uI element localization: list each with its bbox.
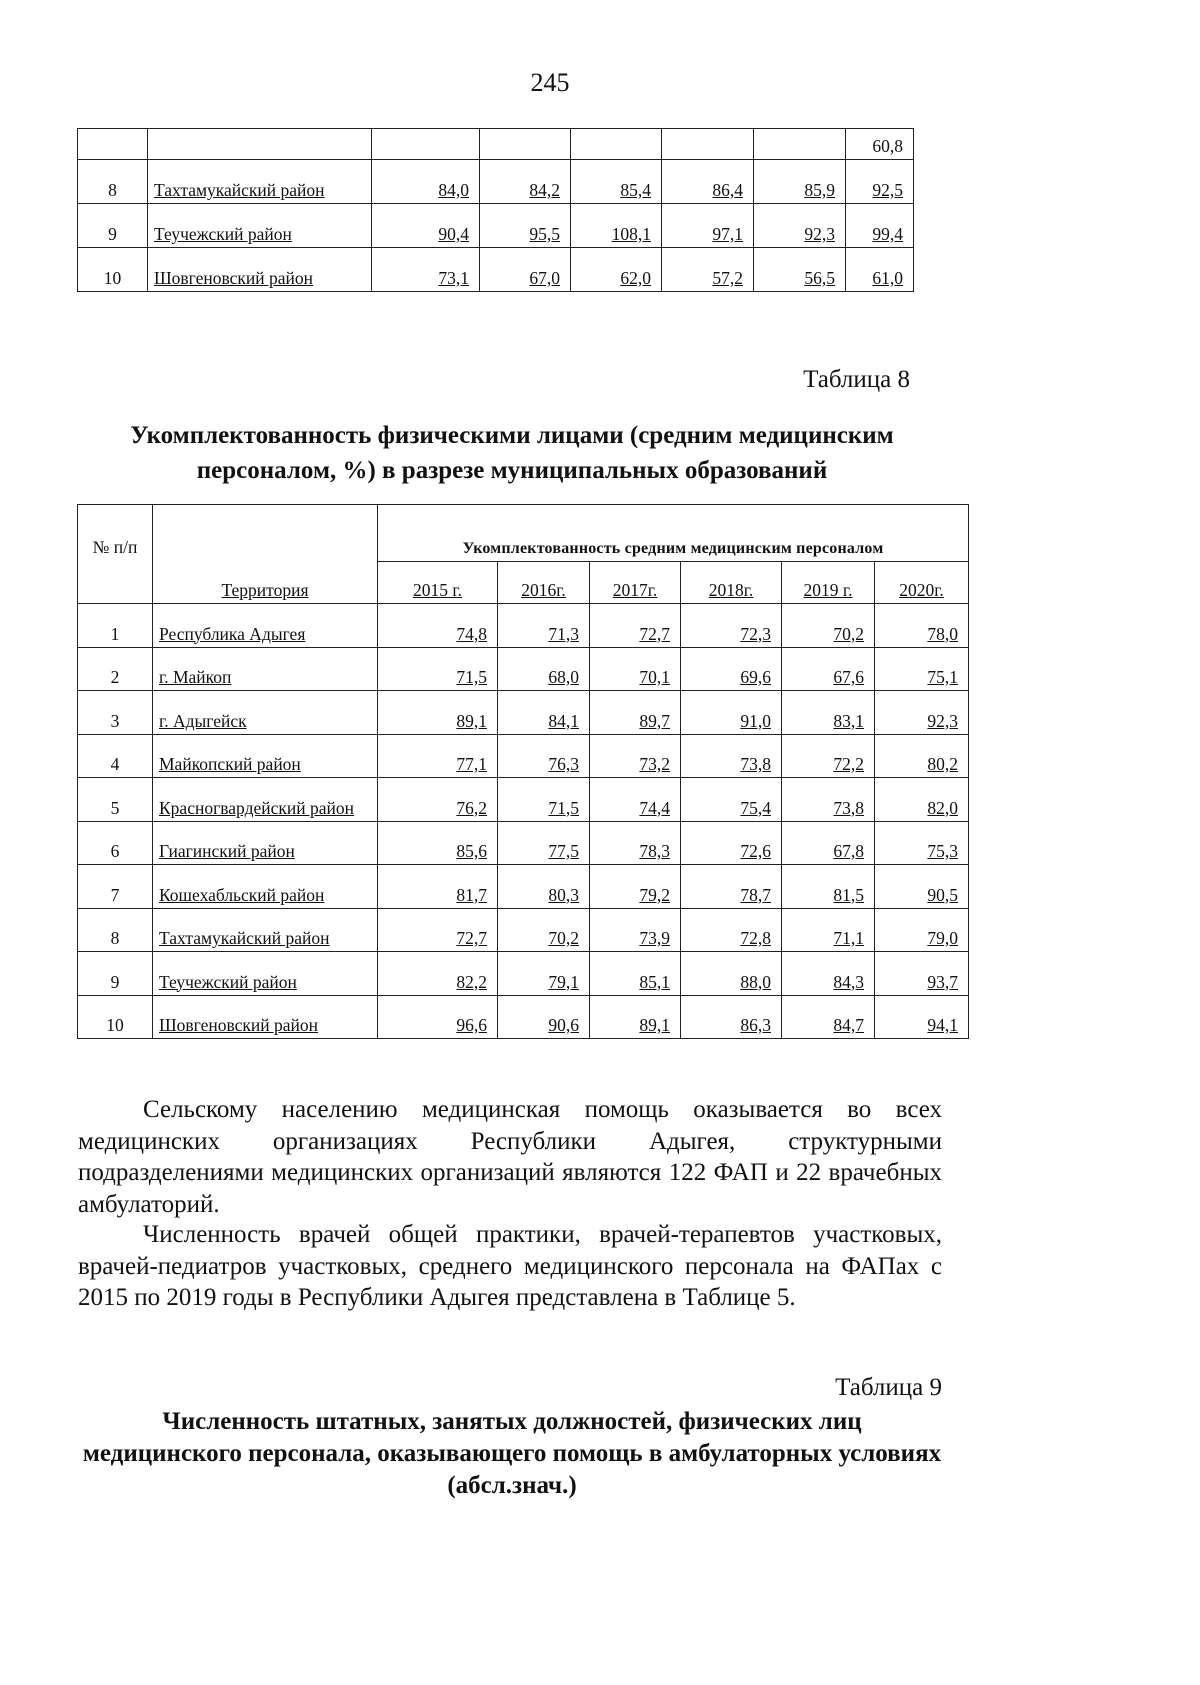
- table-row: [78, 995, 969, 1039]
- table-cell: 92,3: [875, 691, 969, 735]
- table-cell: 92,3: [754, 204, 846, 248]
- table-row: [78, 248, 914, 292]
- table-cell: 95,5: [480, 204, 571, 248]
- table-row: [78, 604, 969, 648]
- table-cell: 84,3: [782, 952, 875, 996]
- table-cell: 75,1: [875, 647, 969, 691]
- territory-cell: Теучежский район: [153, 952, 378, 996]
- table-header-row: [78, 505, 969, 562]
- table-cell: 75,4: [681, 778, 782, 822]
- table-cell: 88,0: [681, 952, 782, 996]
- territory-cell: Гиагинский район: [153, 821, 378, 865]
- table-cell: 78,3: [590, 821, 681, 865]
- table-cell: 75,3: [875, 821, 969, 865]
- table-row: [78, 691, 969, 735]
- table-cell: 85,4: [571, 160, 662, 204]
- row-number: 5: [78, 778, 153, 822]
- table-cell: 73,8: [681, 734, 782, 778]
- table-cell: 72,7: [378, 908, 498, 952]
- table-cell: 82,2: [378, 952, 498, 996]
- table-cell: 77,5: [498, 821, 590, 865]
- table-cell: 67,8: [782, 821, 875, 865]
- row-number: 9: [78, 952, 153, 996]
- table8: [77, 504, 969, 1039]
- row-number: 6: [78, 821, 153, 865]
- table-cell: 73,9: [590, 908, 681, 952]
- table-cell: 86,4: [662, 160, 754, 204]
- table-row: [78, 821, 969, 865]
- table-cell: 67,6: [782, 647, 875, 691]
- table-cell: 74,4: [590, 778, 681, 822]
- table-cell: 72,2: [782, 734, 875, 778]
- territory-cell: Республика Адыгея: [153, 604, 378, 648]
- continued-table: [77, 128, 914, 292]
- table-cell: 86,3: [681, 995, 782, 1039]
- table-cell: 94,1: [875, 995, 969, 1039]
- table-cell: 70,2: [498, 908, 590, 952]
- territory-cell: Тахтамукайский район: [148, 160, 372, 204]
- table-cell: 84,0: [372, 160, 480, 204]
- territory-cell: Кошехабльский район: [153, 865, 378, 909]
- table-cell: 71,1: [782, 908, 875, 952]
- year-header: 2016г.: [498, 562, 590, 604]
- table-cell: 69,6: [681, 647, 782, 691]
- row-number: 7: [78, 865, 153, 909]
- table-cell: 79,0: [875, 908, 969, 952]
- territory-cell: Шовгеновский район: [148, 248, 372, 292]
- table-cell: 85,9: [754, 160, 846, 204]
- row-number: 2: [78, 647, 153, 691]
- table-cell: 89,1: [590, 995, 681, 1039]
- table-cell: 93,7: [875, 952, 969, 996]
- table8-title: Укомплектованность физическими лицами (средним медицинским персоналом, %) в разрезе муниципальных образований: [130, 422, 894, 484]
- row-number: 8: [78, 160, 148, 204]
- year-header: 2018г.: [681, 562, 782, 604]
- table-cell: 84,7: [782, 995, 875, 1039]
- row-number: 4: [78, 734, 153, 778]
- row-number: 3: [78, 691, 153, 735]
- paragraph: [78, 1094, 942, 1220]
- table-cell: 81,7: [378, 865, 498, 909]
- row-number: 1: [78, 604, 153, 648]
- table-cell: 72,3: [681, 604, 782, 648]
- table-cell: 90,4: [372, 204, 480, 248]
- year-header: 2020г.: [875, 562, 969, 604]
- year-header: 2017г.: [590, 562, 681, 604]
- table-cell: 108,1: [571, 204, 662, 248]
- table-row: [78, 647, 969, 691]
- table-row: [78, 952, 969, 996]
- table-cell: 57,2: [662, 248, 754, 292]
- page-number: 245: [530, 68, 570, 97]
- year-header: 2019 г.: [782, 562, 875, 604]
- table-row: [78, 129, 914, 160]
- table-cell: 84,1: [498, 691, 590, 735]
- table-cell: 78,7: [681, 865, 782, 909]
- table-cell: 70,2: [782, 604, 875, 648]
- table-cell: 90,5: [875, 865, 969, 909]
- table-cell: 78,0: [875, 604, 969, 648]
- table-cell: 96,6: [378, 995, 498, 1039]
- table8-label: Таблица 8: [803, 366, 910, 393]
- table-cell: 80,3: [498, 865, 590, 909]
- table-cell: 68,0: [498, 647, 590, 691]
- table-cell: 60,8: [846, 129, 914, 160]
- row-number: 10: [78, 248, 148, 292]
- table-cell: 82,0: [875, 778, 969, 822]
- table-row: [78, 734, 969, 778]
- table-row: [78, 908, 969, 952]
- territory-cell: Тахтамукайский район: [153, 908, 378, 952]
- table-row: [78, 204, 914, 248]
- group-header: Укомплектованность средним медицинским персоналом: [378, 505, 969, 562]
- table-cell: 61,0: [846, 248, 914, 292]
- table-cell: 62,0: [571, 248, 662, 292]
- table-cell: 72,7: [590, 604, 681, 648]
- territory-cell: Теучежский район: [148, 204, 372, 248]
- table-cell: 80,2: [875, 734, 969, 778]
- table-cell: 73,2: [590, 734, 681, 778]
- row-number: 9: [78, 204, 148, 248]
- table-cell: 81,5: [782, 865, 875, 909]
- table-cell: 73,8: [782, 778, 875, 822]
- table-cell: 77,1: [378, 734, 498, 778]
- table-cell: 85,1: [590, 952, 681, 996]
- table-row: [78, 160, 914, 204]
- table-cell: 85,6: [378, 821, 498, 865]
- table-cell: 71,5: [378, 647, 498, 691]
- table-cell: 70,1: [590, 647, 681, 691]
- paragraph: [78, 1219, 942, 1314]
- row-number: 10: [78, 995, 153, 1039]
- col-territory-header: Территория: [153, 505, 378, 604]
- table-cell: 89,7: [590, 691, 681, 735]
- table-cell: 83,1: [782, 691, 875, 735]
- territory-cell: Майкопский район: [153, 734, 378, 778]
- table-cell: 73,1: [372, 248, 480, 292]
- table-cell: 99,4: [846, 204, 914, 248]
- table-cell: 79,2: [590, 865, 681, 909]
- table-cell: 74,8: [378, 604, 498, 648]
- table9-label: Таблица 9: [835, 1374, 942, 1401]
- territory-cell: г. Майкоп: [153, 647, 378, 691]
- table-cell: 92,5: [846, 160, 914, 204]
- table-cell: 89,1: [378, 691, 498, 735]
- table-cell: 72,6: [681, 821, 782, 865]
- row-number: 8: [78, 908, 153, 952]
- table-cell: 56,5: [754, 248, 846, 292]
- table-cell: 90,6: [498, 995, 590, 1039]
- table-cell: 97,1: [662, 204, 754, 248]
- territory-cell: г. Адыгейск: [153, 691, 378, 735]
- table-cell: 79,1: [498, 952, 590, 996]
- table-cell: 76,2: [378, 778, 498, 822]
- table-cell: 71,3: [498, 604, 590, 648]
- paragraph-text: Численность врачей общей практики, врачей-терапевтов участковых, врачей-педиатров участковых, среднего медицинского персонала на ФАПах с 2015 по 2019 годы в Республики Адыгея представлена в Таблице 5.: [78, 1221, 942, 1311]
- table-cell: 72,8: [681, 908, 782, 952]
- table-cell: 91,0: [681, 691, 782, 735]
- col-num-header: № п/п: [78, 505, 153, 604]
- table-row: [78, 778, 969, 822]
- year-header: 2015 г.: [378, 562, 498, 604]
- paragraph-text: Сельскому населению медицинская помощь оказывается во всех медицинских организациях Республики Адыгея, структурными подразделениями медицинских организаций являются 122 ФАП и 22 врачебных амбулаторий.: [78, 1096, 942, 1218]
- table9-title: Численность штатных, занятых должностей, физических лиц медицинского персонала, оказывающего помощь в амбулаторных условиях (абсл.знач.): [82, 1408, 942, 1499]
- territory-cell: Красногвардейский район: [153, 778, 378, 822]
- table-cell: 71,5: [498, 778, 590, 822]
- table-cell: 76,3: [498, 734, 590, 778]
- table-row: [78, 865, 969, 909]
- territory-cell: Шовгеновский район: [153, 995, 378, 1039]
- table-cell: 84,2: [480, 160, 571, 204]
- table-cell: 67,0: [480, 248, 571, 292]
